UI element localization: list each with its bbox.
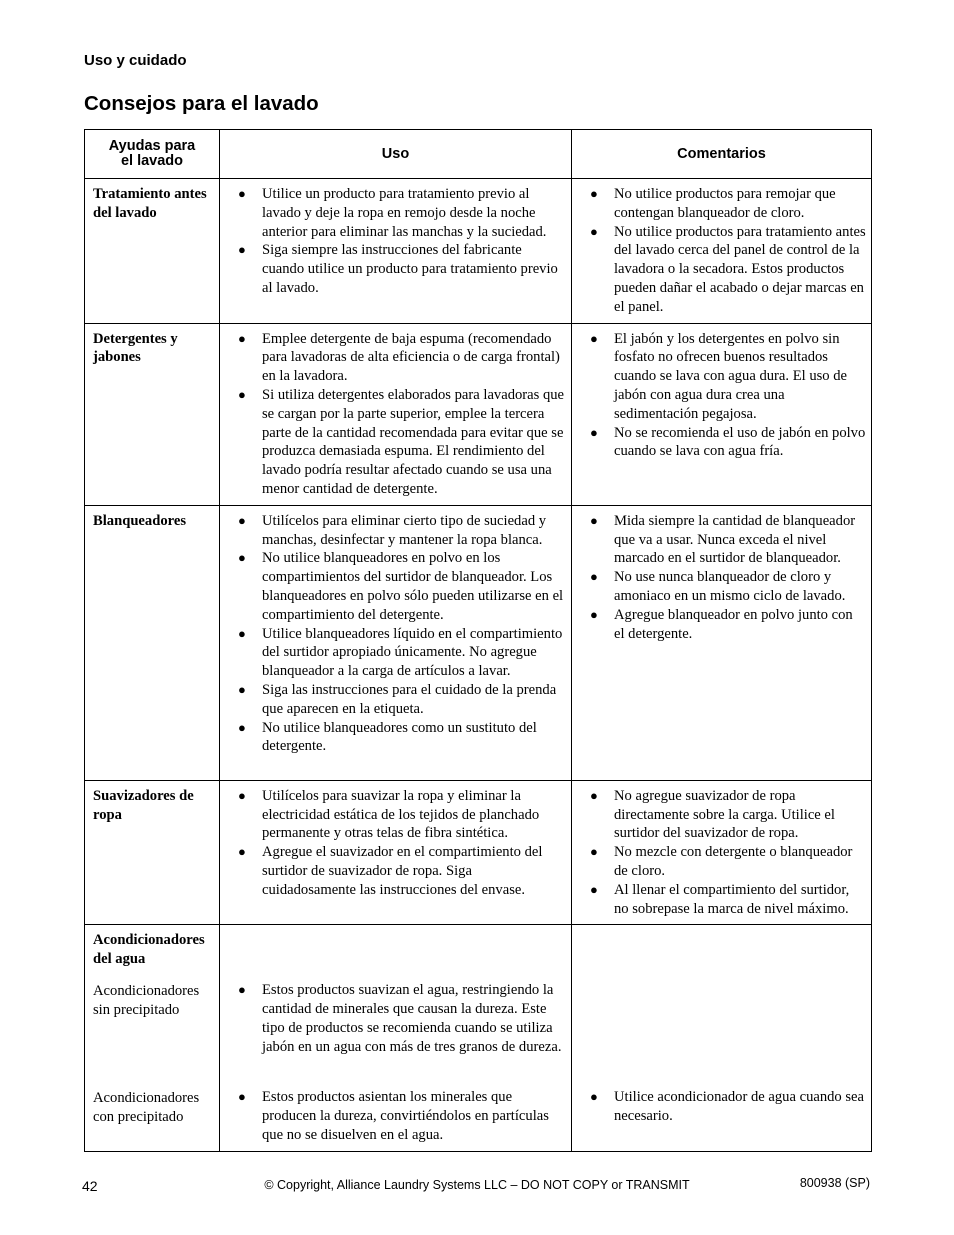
- list-item: ● Siga siempre las instrucciones del fabricante cuando utilice un producto para tratamiento previo al lavado.: [228, 241, 566, 297]
- uso-cell: [220, 925, 572, 1151]
- comentarios-cell: [572, 925, 872, 1151]
- section-label: Uso y cuidado: [84, 52, 187, 69]
- sub-label-sin-precipitado: Acondicionadores sin precipitado: [93, 982, 200, 1018]
- page-number: 42: [82, 1178, 98, 1194]
- list-item: ● Utilícelos para eliminar cierto tipo de suciedad y manchas, desinfectar y mantener la ropa blanca.: [228, 512, 566, 550]
- list-item: ● No utilice blanqueadores en polvo en los compartimientos del surtidor de blanqueador. Los blanqueadores en polvo sólo pueden utilizarse en el compartimiento del detergente.: [228, 549, 566, 624]
- list-item: ● No mezcle con detergente o blanqueador de cloro.: [580, 843, 866, 881]
- washing-tips-table: [84, 129, 872, 1152]
- uso-cell: [220, 505, 572, 780]
- table-header-row: [85, 130, 872, 179]
- list-item: ● Estos productos suavizan el agua, restringiendo la cantidad de minerales que causan la dureza. Este tipo de productos se recomienda cuando se utiliza jabón en un agua con más de tres granos de dureza.: [228, 981, 566, 1056]
- row-label-cell: [85, 925, 220, 1151]
- column-header-ayudas: Ayudas para el lavado: [85, 130, 220, 179]
- copyright-notice: © Copyright, Alliance Laundry Systems LLC – DO NOT COPY or TRANSMIT: [264, 1178, 690, 1192]
- comentarios-cell: [572, 323, 872, 505]
- row-label: Tratamiento antes del lavado: [85, 179, 220, 324]
- list-item: ● Agregue blanqueador en polvo junto con el detergente.: [580, 606, 866, 644]
- list-item: ● Al llenar el compartimiento del surtidor, no sobrepase la marca de nivel máximo.: [580, 881, 866, 919]
- row-label: Blanqueadores: [85, 505, 220, 780]
- column-header-uso: Uso: [220, 130, 572, 179]
- list-item: ● Emplee detergente de baja espuma (recomendado para lavadoras de alta eficiencia o de carga frontal) en la lavadora.: [228, 330, 566, 386]
- list-item: ● Siga las instrucciones para el cuidado de la prenda que aparecen en la etiqueta.: [228, 681, 566, 719]
- list-item: ● Mida siempre la cantidad de blanqueador que va a usar. Nunca exceda el nivel marcado en el surtidor de blanqueador.: [580, 512, 866, 568]
- table-row: [85, 780, 872, 925]
- comentarios-cell: [572, 179, 872, 324]
- list-item: ● Utilice un producto para tratamiento previo al lavado y deje la ropa en remojo desde la noche anterior para eliminar las manchas y la suciedad.: [228, 185, 566, 241]
- uso-cell: [220, 323, 572, 505]
- uso-cell: [220, 179, 572, 324]
- list-item: ● Utilícelos para suavizar la ropa y eliminar la electricidad estática de los tejidos de planchado permanente y otras telas de fibra sintética.: [228, 787, 566, 843]
- list-item: ● No se recomienda el uso de jabón en polvo cuando se lava con agua fría.: [580, 424, 866, 462]
- list-item: ● No utilice productos para remojar que contengan blanqueador de cloro.: [580, 185, 866, 223]
- row-label: Suavizadores de ropa: [85, 780, 220, 925]
- uso-cell: [220, 780, 572, 925]
- list-item: ● Estos productos asientan los minerales que producen la dureza, convirtiéndolos en partículas que no se disuelven en el agua.: [228, 1088, 566, 1144]
- list-item: ● No utilice blanqueadores como un sustituto del detergente.: [228, 719, 566, 757]
- page-title: Consejos para el lavado: [84, 92, 319, 115]
- table-row: [85, 323, 872, 505]
- row-label: Acondicionadores del agua: [93, 932, 205, 968]
- column-header-comentarios: Comentarios: [572, 130, 872, 179]
- list-item: ● Agregue el suavizador en el compartimiento del surtidor de suavizador de ropa. Siga cuidadosamente las instrucciones del envase.: [228, 843, 566, 899]
- table-row: [85, 505, 872, 780]
- table-row: [85, 179, 872, 324]
- comentarios-cell: [572, 780, 872, 925]
- sub-label-con-precipitado: Acondicionadores con precipitado: [93, 1089, 200, 1125]
- document-code: 800938 (SP): [799, 1176, 870, 1190]
- list-item: ● Si utiliza detergentes elaborados para lavadoras que se cargan por la parte superior, emplee la tercera parte de la cantidad recomendada para evitar que se produzca demasiada espuma. El rendimiento del lavado podría resultar afectado cuando se usa una menor cantidad de detergente.: [228, 386, 566, 499]
- table-row: [85, 925, 872, 1151]
- list-item: ● Utilice acondicionador de agua cuando sea necesario.: [580, 1088, 866, 1126]
- list-item: ● No use nunca blanqueador de cloro y amoniaco en un mismo ciclo de lavado.: [580, 568, 866, 606]
- list-item: ● No agregue suavizador de ropa directamente sobre la carga. Utilice el surtidor del suavizador de ropa.: [580, 787, 866, 843]
- list-item: ● El jabón y los detergentes en polvo sin fosfato no ofrecen buenos resultados cuando se lava con agua dura. El uso de jabón con agua dura crea una sedimentación pegajosa.: [580, 330, 866, 424]
- row-label: Detergentes y jabones: [85, 323, 220, 505]
- list-item: ● No utilice productos para tratamiento antes del lavado cerca del panel de control de la lavadora o la secadora. Estos productos pueden dañar el acabado o dejar marcas en el panel.: [580, 223, 866, 317]
- comentarios-cell: [572, 505, 872, 780]
- list-item: ● Utilice blanqueadores líquido en el compartimiento del surtidor apropiado únicamente. No agregue blanqueador a la carga de artículos a lavar.: [228, 625, 566, 681]
